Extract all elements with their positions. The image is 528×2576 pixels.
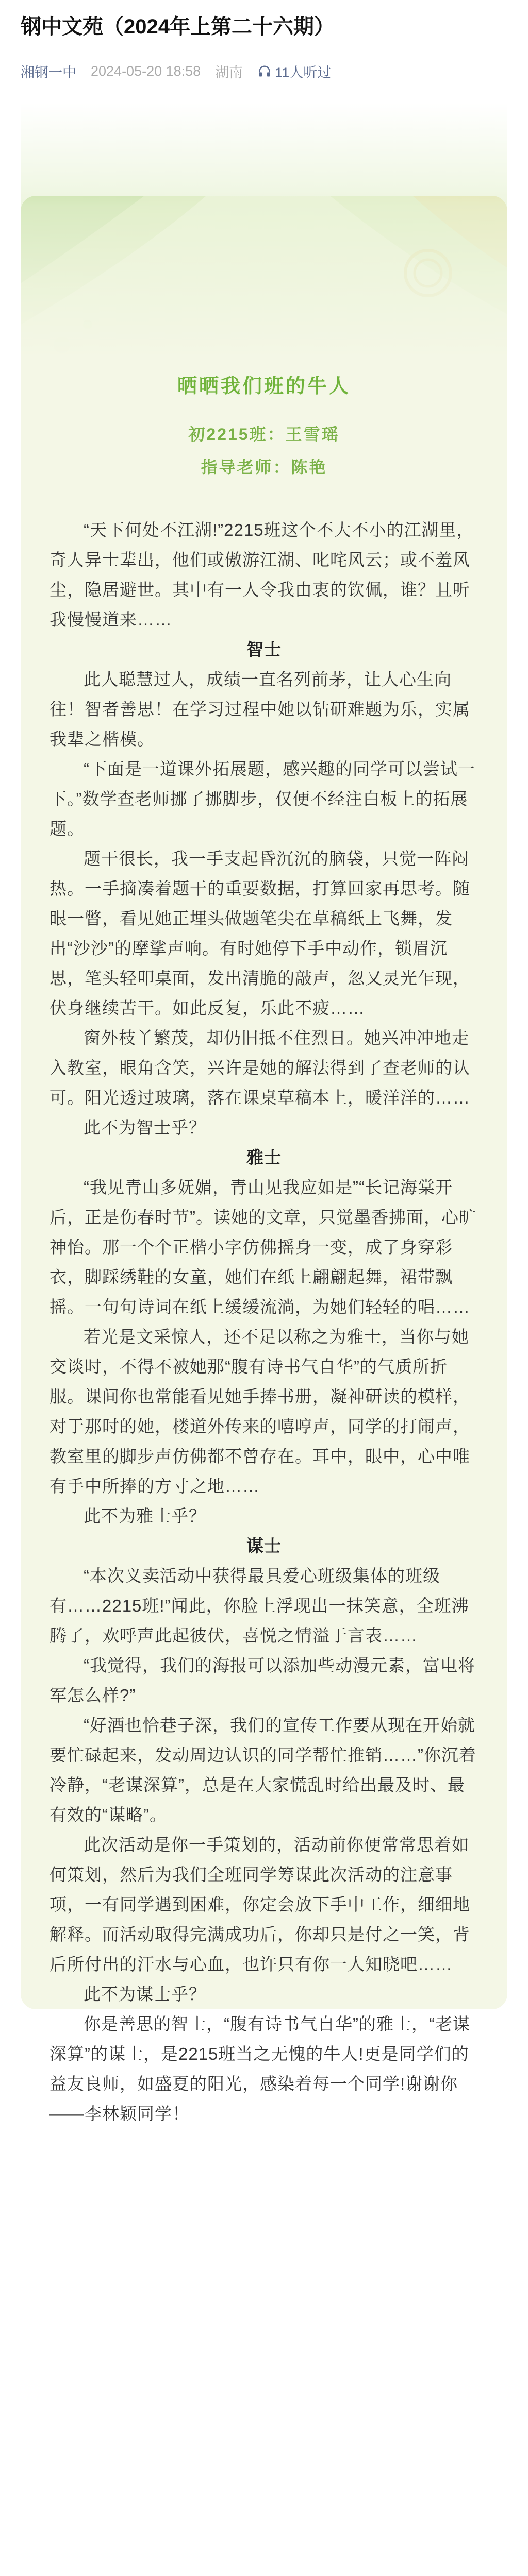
- listen-count: 11人听过: [275, 64, 332, 80]
- poster-class-line: 初2215班：王雪瑶: [188, 425, 340, 444]
- listen-button[interactable]: [257, 61, 331, 81]
- publish-date: 2024-05-20 18:58: [91, 63, 201, 79]
- paragraph: “我见青山多妩媚，青山见我应如是”“长记海棠开后，正是伤春时节”。读她的文章，只觉墨香拂面，心旷神怡。那一个个正楷小字仿佛摇身一变，成了身穿彩衣，脚踩绣鞋的女童，她们在纸上翩翩起舞，裙带飘摇。一句句诗词在纸上缓缓流淌，为她们轻轻的唱……: [50, 1178, 476, 1316]
- paragraph: 你是善思的智士，“腹有诗书气自华”的雅士，“老谋深算”的谋士，是2215班当之无愧的牛人!更是同学们的益友良师，如盛夏的阳光，感染着每一个同学!谢谢你——李林颖同学！: [50, 2014, 470, 2123]
- section-heading: 雅士: [246, 1148, 282, 1167]
- poster-teacher-line: 指导老师：陈艳: [201, 458, 327, 477]
- headphones-icon: [257, 64, 272, 78]
- paragraph: “我觉得，我们的海报可以添加些动漫元素，富电将军怎么样?”: [50, 1656, 475, 1705]
- account-link[interactable]: 湘钢一中: [21, 64, 76, 80]
- paragraph: “天下何处不江湖!”2215班这个不大不小的江湖里，奇人异士辈出，他们或傲游江湖、叱咤风云；或不羞风尘，隐居避世。其中有一人令我由衷的钦佩，谁？且听我慢慢道来……: [50, 520, 474, 629]
- article-title: 钢中文苑（2024年上第二十六期）: [21, 15, 335, 38]
- paragraph: “下面是一道课外拓展题，感兴趣的同学可以尝试一下。”数学查老师挪了挪脚步，仅便不经注白板上的拓展题。: [50, 759, 475, 838]
- paragraph: 窗外枝丫繁茂，却仍旧抵不住烈日。她兴冲冲地走入教室，眼角含笑，兴许是她的解法得到了查老师的认可。阳光透过玻璃，落在课桌草稿本上，暖洋洋的……: [50, 1028, 470, 1107]
- section-heading: 谋士: [246, 1536, 282, 1555]
- poster-headline: 晒晒我们班的牛人: [177, 376, 351, 397]
- paragraph: 题干很长，我一手支起昏沉沉的脑袋，只觉一阵闷热。一手摘凑着题干的重要数据，打算回家再思考。随眼一瞥，看见她正埋头做题笔尖在草稿纸上飞舞，发出“沙沙”的摩挲声响。有时她停下手中动作，锁眉沉思，笔头轻叩桌面，发出清脆的敲声，忽又灵光乍现，伏身继续苦干。如此反复，乐此不疲……: [50, 849, 470, 1018]
- paragraph: 此不为谋士乎？: [84, 1985, 206, 2004]
- paragraph: 若光是文采惊人，还不足以称之为雅士，当你与她交谈时，不得不被她那“腹有诗书气自华”的气质所折服。课间你也常能看见她手捧书册，凝神研读的模样，对于那时的她，楼道外传来的嘻哼声，同学的打闹声，教室里的脚步声仿佛都不曾存在。耳中，眼中，心中唯有手中所捧的方寸之地……: [50, 1327, 470, 1496]
- paragraph: 此不为智士乎？: [84, 1118, 206, 1137]
- poster-stripe: [21, 103, 507, 361]
- publish-location: 湖南: [215, 64, 243, 80]
- paragraph: “好酒也恰巷子深，我们的宣传工作要从现在开始就要忙碌起来，发动周边认识的同学帮忙推销……”你沉着冷静，“老谋深算”，总是在大家慌乱时给出最及时、最有效的“谋略”。: [50, 1716, 476, 1824]
- paragraph: “本次义卖活动中获得最具爱心班级集体的班级有……2215班!”闻此，你脸上浮现出一抹笑意，全班沸腾了，欢呼声此起彼伏，喜悦之情溢于言表……: [50, 1566, 469, 1645]
- paragraph: 此不为雅士乎？: [84, 1506, 206, 1526]
- article-body: [50, 515, 478, 2129]
- paragraph: 此次活动是你一手策划的，活动前你便常常思着如何策划，然后为我们全班同学筹谋此次活动的注意事项，一有同学遇到困难，你定会放下手中工作，细细地解释。而活动取得完满成功后，你却只是付之一笑，背后所付出的汗水与心血，也许只有你一人知晓吧……: [50, 1835, 470, 1974]
- paragraph: 此人聪慧过人，成绩一直名列前茅，让人心生向往！智者善思！在学习过程中她以钻研难题为乐，实属我辈之楷模。: [50, 670, 470, 749]
- article-meta: [21, 61, 331, 81]
- section-heading: 智士: [246, 640, 282, 659]
